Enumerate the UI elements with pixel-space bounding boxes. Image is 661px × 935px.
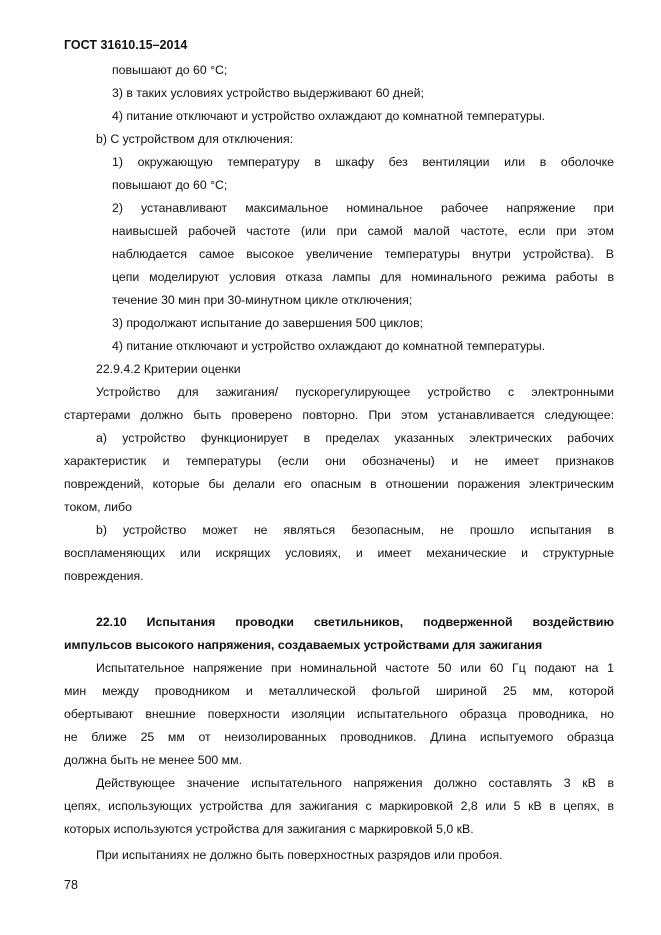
text-line: 3) в таких условиях устройство выдерживают 60 дней; [112, 86, 424, 100]
text-line: 3) продолжают испытание до завершения 500 циклов; [112, 316, 424, 330]
text-line: которых используются устройства для зажигания с маркировкой 5,0 кВ. [64, 822, 474, 836]
text-line: мин между проводником и металлической фольгой шириной 25 мм, которой [64, 684, 614, 698]
text-line: цепи моделируют условия отказа лампы для номинального режима работы в [112, 270, 614, 284]
text-line: 4) питание отключают и устройство охлаждают до комнатной температуры. [112, 109, 546, 123]
text-line: 1) окружающую температуру в шкафу без вентиляции или в оболочке [112, 155, 614, 169]
text-line: повреждения. [64, 569, 144, 583]
section-title: 22.10 Испытания проводки светильников, подверженной воздействию [96, 615, 614, 629]
text-line: должна быть не менее 500 мм. [64, 753, 243, 767]
document-header: ГОСТ 31610.15–2014 [64, 38, 188, 52]
section-heading: 22.9.4.2 Критерии оценки [96, 362, 241, 376]
text-line: повреждений, которые бы делали его опасным в отношении поражения электрическим [64, 477, 614, 491]
text-line: током, либо [64, 500, 132, 514]
text-line: цепях, использующих устройства для зажигания с маркировкой 2,8 или 5 кВ в цепях, в [64, 799, 614, 813]
text-line: повышают до 60 °С; [112, 178, 228, 192]
text-line: стартерами должно быть проверено повторно. При этом устанавливается следующее: [64, 408, 614, 422]
text-line: течение 30 мин при 30-минутном цикле отключения; [112, 293, 413, 307]
text-line: повышают до 60 °С; [112, 63, 228, 77]
text-line: воспламеняющих или искрящих условиях, и имеет механические и структурные [64, 546, 614, 560]
text-line: обертывают внешние поверхности изоляции испытательного образца проводника, но [64, 707, 614, 721]
text-line: b) С устройством для отключения: [96, 132, 294, 146]
text-line: не ближе 25 мм от неизолированных проводников. Длина испытуемого образца [64, 730, 614, 744]
text-line: Действующее значение испытательного напряжения должно составлять 3 кВ в [96, 776, 614, 790]
text-line: а) устройство функционирует в пределах указанных электрических рабочих [96, 431, 614, 445]
text-line: наивысшей рабочей частоте (или при самой малой частоте, если при этом [112, 224, 614, 238]
text-line: Испытательное напряжение при номинальной частоте 50 или 60 Гц подают на 1 [96, 661, 614, 675]
text-line: наблюдается самое высокое увеличение температуры внутри устройства). В [112, 247, 614, 261]
text-line: При испытаниях не должно быть поверхностных разрядов или пробоя. [96, 848, 503, 862]
text-line: 4) питание отключают и устройство охлаждают до комнатной температуры. [112, 339, 546, 353]
text-line: 2) устанавливают максимальное номинальное рабочее напряжение при [112, 201, 614, 215]
section-title: импульсов высокого напряжения, создаваемых устройствами для зажигания [64, 638, 543, 652]
page-number: 78 [64, 878, 78, 892]
text-line: b) устройство может не являться безопасным, не прошло испытания в [96, 523, 614, 537]
text-line: характеристик и температуры (если они обозначены) и не имеет признаков [64, 454, 614, 468]
text-line: Устройство для зажигания/ пускорегулирующее устройство с электронными [96, 385, 614, 399]
